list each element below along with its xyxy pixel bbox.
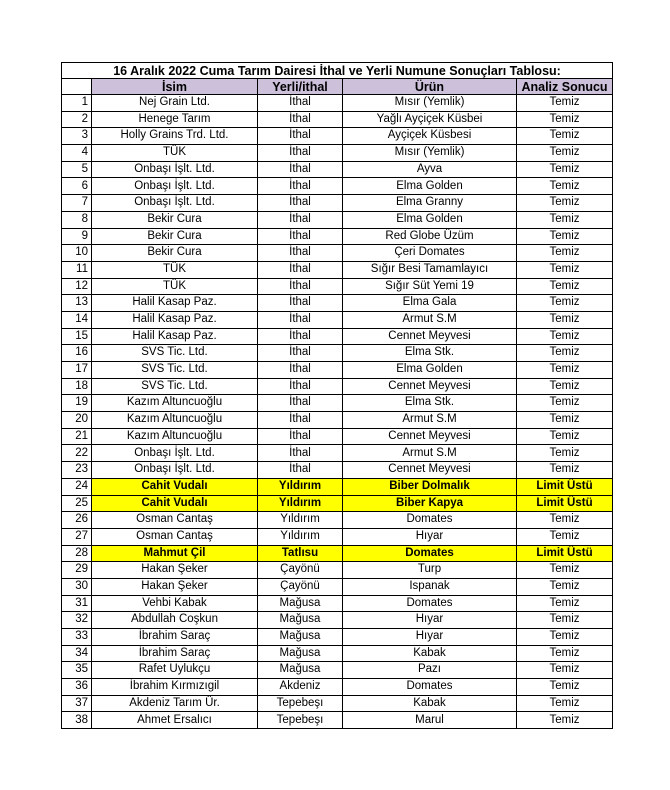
origin-cell: Yıldırım <box>258 528 343 545</box>
name-cell: Bekir Cura <box>92 211 258 228</box>
result-cell: Limit Üstü <box>517 478 613 495</box>
origin-cell: İthal <box>258 95 343 112</box>
row-number-cell: 5 <box>62 161 92 178</box>
row-number-cell: 24 <box>62 478 92 495</box>
product-cell: Mısır (Yemlik) <box>343 95 517 112</box>
table-row <box>62 328 613 345</box>
row-number-cell: 13 <box>62 295 92 312</box>
table-row <box>62 528 613 545</box>
origin-cell: İthal <box>258 412 343 429</box>
row-number-cell: 33 <box>62 629 92 646</box>
name-cell: Osman Cantaş <box>92 528 258 545</box>
table-row <box>62 95 613 112</box>
row-number-cell: 30 <box>62 578 92 595</box>
name-cell: TÜK <box>92 261 258 278</box>
name-cell: Onbaşı İşlt. Ltd. <box>92 178 258 195</box>
table-row <box>62 228 613 245</box>
product-cell: Pazı <box>343 662 517 679</box>
row-number-cell: 35 <box>62 662 92 679</box>
table-row <box>62 178 613 195</box>
product-cell: Domates <box>343 679 517 696</box>
result-cell: Temiz <box>517 211 613 228</box>
name-cell: Holly Grains Trd. Ltd. <box>92 128 258 145</box>
origin-cell: Yıldırım <box>258 495 343 512</box>
name-cell: Nej Grain Ltd. <box>92 95 258 112</box>
table-row <box>62 679 613 696</box>
column-header-analiz-sonucu: Analiz Sonucu <box>517 79 613 95</box>
result-cell: Temiz <box>517 645 613 662</box>
result-cell: Temiz <box>517 128 613 145</box>
row-number-cell: 29 <box>62 562 92 579</box>
result-cell: Temiz <box>517 395 613 412</box>
row-number-cell: 4 <box>62 145 92 162</box>
result-cell: Limit Üstü <box>517 545 613 562</box>
origin-cell: İthal <box>258 211 343 228</box>
name-cell: Henege Tarım <box>92 111 258 128</box>
table-row <box>62 462 613 479</box>
table-row <box>62 145 613 162</box>
name-cell: SVS Tic. Ltd. <box>92 378 258 395</box>
origin-cell: Yıldırım <box>258 478 343 495</box>
product-cell: Armut S.M <box>343 311 517 328</box>
origin-cell: Mağusa <box>258 629 343 646</box>
origin-cell: İthal <box>258 462 343 479</box>
row-number-cell: 15 <box>62 328 92 345</box>
origin-cell: Tatlısu <box>258 545 343 562</box>
product-cell: Hıyar <box>343 528 517 545</box>
result-cell: Temiz <box>517 95 613 112</box>
name-cell: İbrahim Saraç <box>92 629 258 646</box>
row-number-cell: 26 <box>62 512 92 529</box>
product-cell: Marul <box>343 712 517 729</box>
origin-cell: İthal <box>258 428 343 445</box>
origin-cell: Mağusa <box>258 612 343 629</box>
table-row <box>62 311 613 328</box>
table-row <box>62 362 613 379</box>
product-cell: Elma Golden <box>343 362 517 379</box>
name-cell: Hakan Şeker <box>92 578 258 595</box>
product-cell: Kabak <box>343 695 517 712</box>
table-row <box>62 378 613 395</box>
table-row <box>62 612 613 629</box>
result-cell: Temiz <box>517 462 613 479</box>
row-number-cell: 6 <box>62 178 92 195</box>
result-cell: Temiz <box>517 712 613 729</box>
row-number-cell: 37 <box>62 695 92 712</box>
row-number-cell: 27 <box>62 528 92 545</box>
row-number-cell: 3 <box>62 128 92 145</box>
product-cell: Kabak <box>343 645 517 662</box>
origin-cell: Mağusa <box>258 662 343 679</box>
row-number-cell: 31 <box>62 595 92 612</box>
name-cell: Kazım Altuncuoğlu <box>92 412 258 429</box>
product-cell: Elma Gala <box>343 295 517 312</box>
row-number-cell: 22 <box>62 445 92 462</box>
product-cell: Domates <box>343 512 517 529</box>
row-number-cell: 28 <box>62 545 92 562</box>
table-row <box>62 161 613 178</box>
product-cell: Sığır Süt Yemi 19 <box>343 278 517 295</box>
product-cell: Elma Golden <box>343 211 517 228</box>
product-cell: Biber Kapya <box>343 495 517 512</box>
result-cell: Limit Üstü <box>517 495 613 512</box>
name-cell: Halil Kasap Paz. <box>92 295 258 312</box>
table-row <box>62 512 613 529</box>
origin-cell: İthal <box>258 228 343 245</box>
row-number-cell: 16 <box>62 345 92 362</box>
row-number-cell: 17 <box>62 362 92 379</box>
name-cell: İbrahim Saraç <box>92 645 258 662</box>
origin-cell: İthal <box>258 245 343 262</box>
product-cell: Domates <box>343 595 517 612</box>
product-cell: Elma Stk. <box>343 395 517 412</box>
origin-cell: İthal <box>258 261 343 278</box>
row-number-cell: 38 <box>62 712 92 729</box>
origin-cell: İthal <box>258 328 343 345</box>
row-number-cell: 36 <box>62 679 92 696</box>
name-cell: Onbaşı İşlt. Ltd. <box>92 161 258 178</box>
result-cell: Temiz <box>517 512 613 529</box>
product-cell: Domates <box>343 545 517 562</box>
origin-cell: İthal <box>258 178 343 195</box>
result-cell: Temiz <box>517 662 613 679</box>
result-cell: Temiz <box>517 161 613 178</box>
result-cell: Temiz <box>517 261 613 278</box>
result-cell: Temiz <box>517 595 613 612</box>
product-cell: Cennet Meyvesi <box>343 428 517 445</box>
table-row <box>62 662 613 679</box>
name-cell: Akdeniz Tarım Ür. <box>92 695 258 712</box>
table-row <box>62 261 613 278</box>
table-body <box>62 95 613 729</box>
table-row <box>62 111 613 128</box>
name-cell: Vehbi Kabak <box>92 595 258 612</box>
table-row <box>62 445 613 462</box>
row-number-cell: 2 <box>62 111 92 128</box>
table-row <box>62 195 613 212</box>
origin-cell: İthal <box>258 378 343 395</box>
row-number-cell: 7 <box>62 195 92 212</box>
product-cell: Mısır (Yemlik) <box>343 145 517 162</box>
name-cell: Hakan Şeker <box>92 562 258 579</box>
table-row <box>62 495 613 512</box>
name-cell: Halil Kasap Paz. <box>92 311 258 328</box>
name-cell: Ahmet Ersalıcı <box>92 712 258 729</box>
origin-cell: İthal <box>258 195 343 212</box>
origin-cell: İthal <box>258 445 343 462</box>
origin-cell: İthal <box>258 311 343 328</box>
result-cell: Temiz <box>517 412 613 429</box>
name-cell: Abdullah Coşkun <box>92 612 258 629</box>
result-cell: Temiz <box>517 195 613 212</box>
product-cell: Ayçiçek Küsbesi <box>343 128 517 145</box>
name-cell: TÜK <box>92 278 258 295</box>
name-cell: SVS Tic. Ltd. <box>92 345 258 362</box>
name-cell: Onbaşı İşlt. Ltd. <box>92 445 258 462</box>
row-number-cell: 12 <box>62 278 92 295</box>
result-cell: Temiz <box>517 345 613 362</box>
name-cell: İbrahim Kırmızıgil <box>92 679 258 696</box>
product-cell: Elma Granny <box>343 195 517 212</box>
table-row <box>62 211 613 228</box>
result-cell: Temiz <box>517 111 613 128</box>
origin-cell: İthal <box>258 345 343 362</box>
table-row <box>62 245 613 262</box>
row-number-cell: 18 <box>62 378 92 395</box>
origin-cell: İthal <box>258 111 343 128</box>
product-cell: Armut S.M <box>343 412 517 429</box>
table-row <box>62 595 613 612</box>
origin-cell: İthal <box>258 128 343 145</box>
table-row <box>62 712 613 729</box>
product-cell: Cennet Meyvesi <box>343 328 517 345</box>
name-cell: Bekir Cura <box>92 245 258 262</box>
row-number-cell: 32 <box>62 612 92 629</box>
table-row <box>62 412 613 429</box>
result-cell: Temiz <box>517 445 613 462</box>
table-row <box>62 478 613 495</box>
row-number-cell: 10 <box>62 245 92 262</box>
origin-cell: İthal <box>258 278 343 295</box>
results-table <box>61 62 613 729</box>
name-cell: Mahmut Çil <box>92 545 258 562</box>
result-cell: Temiz <box>517 528 613 545</box>
result-cell: Temiz <box>517 228 613 245</box>
table-row <box>62 295 613 312</box>
table-title: 16 Aralık 2022 Cuma Tarım Dairesi İthal ve Yerli Numune Sonuçları Tablosu: <box>62 63 613 79</box>
table-row <box>62 345 613 362</box>
origin-cell: Çayönü <box>258 578 343 595</box>
table-row <box>62 695 613 712</box>
origin-cell: Çayönü <box>258 562 343 579</box>
table-row <box>62 128 613 145</box>
product-cell: Armut S.M <box>343 445 517 462</box>
corner-cell <box>62 79 92 95</box>
row-number-cell: 20 <box>62 412 92 429</box>
row-number-cell: 34 <box>62 645 92 662</box>
title-row <box>62 63 613 79</box>
column-header-urun: Ürün <box>343 79 517 95</box>
result-cell: Temiz <box>517 178 613 195</box>
name-cell: Halil Kasap Paz. <box>92 328 258 345</box>
result-cell: Temiz <box>517 278 613 295</box>
result-cell: Temiz <box>517 578 613 595</box>
origin-cell: İthal <box>258 295 343 312</box>
row-number-cell: 21 <box>62 428 92 445</box>
origin-cell: Tepebeşı <box>258 712 343 729</box>
origin-cell: İthal <box>258 395 343 412</box>
result-cell: Temiz <box>517 245 613 262</box>
row-number-cell: 19 <box>62 395 92 412</box>
table-row <box>62 395 613 412</box>
origin-cell: İthal <box>258 362 343 379</box>
origin-cell: İthal <box>258 161 343 178</box>
product-cell: Elma Stk. <box>343 345 517 362</box>
name-cell: Cahit Vudalı <box>92 495 258 512</box>
result-cell: Temiz <box>517 679 613 696</box>
name-cell: Bekir Cura <box>92 228 258 245</box>
table-row <box>62 428 613 445</box>
origin-cell: Akdeniz <box>258 679 343 696</box>
row-number-cell: 11 <box>62 261 92 278</box>
product-cell: Elma Golden <box>343 178 517 195</box>
result-cell: Temiz <box>517 428 613 445</box>
product-cell: Biber Dolmalık <box>343 478 517 495</box>
result-cell: Temiz <box>517 378 613 395</box>
origin-cell: İthal <box>258 145 343 162</box>
name-cell: Cahit Vudalı <box>92 478 258 495</box>
table-row <box>62 578 613 595</box>
product-cell: Turp <box>343 562 517 579</box>
name-cell: TÜK <box>92 145 258 162</box>
product-cell: Hıyar <box>343 629 517 646</box>
result-cell: Temiz <box>517 311 613 328</box>
result-cell: Temiz <box>517 328 613 345</box>
origin-cell: Yıldırım <box>258 512 343 529</box>
product-cell: Cennet Meyvesi <box>343 378 517 395</box>
row-number-cell: 9 <box>62 228 92 245</box>
result-cell: Temiz <box>517 562 613 579</box>
result-cell: Temiz <box>517 145 613 162</box>
row-number-cell: 23 <box>62 462 92 479</box>
header-row <box>62 79 613 95</box>
product-cell: Sığır Besi Tamamlayıcı <box>343 261 517 278</box>
row-number-cell: 8 <box>62 211 92 228</box>
name-cell: Rafet Uylukçu <box>92 662 258 679</box>
product-cell: Hıyar <box>343 612 517 629</box>
result-cell: Temiz <box>517 629 613 646</box>
result-cell: Temiz <box>517 295 613 312</box>
name-cell: Onbaşı İşlt. Ltd. <box>92 195 258 212</box>
product-cell: Red Globe Üzüm <box>343 228 517 245</box>
origin-cell: Tepebeşı <box>258 695 343 712</box>
result-cell: Temiz <box>517 362 613 379</box>
result-cell: Temiz <box>517 612 613 629</box>
row-number-cell: 14 <box>62 311 92 328</box>
product-cell: Ispanak <box>343 578 517 595</box>
product-cell: Cennet Meyvesi <box>343 462 517 479</box>
table-row <box>62 562 613 579</box>
name-cell: Osman Cantaş <box>92 512 258 529</box>
product-cell: Çeri Domates <box>343 245 517 262</box>
table-row <box>62 645 613 662</box>
product-cell: Ayva <box>343 161 517 178</box>
result-cell: Temiz <box>517 695 613 712</box>
column-header-yerli-ithal: Yerli/ithal <box>258 79 343 95</box>
row-number-cell: 25 <box>62 495 92 512</box>
origin-cell: Mağusa <box>258 595 343 612</box>
product-cell: Yağlı Ayçiçek Küsbei <box>343 111 517 128</box>
row-number-cell: 1 <box>62 95 92 112</box>
name-cell: Onbaşı İşlt. Ltd. <box>92 462 258 479</box>
origin-cell: Mağusa <box>258 645 343 662</box>
name-cell: Kazım Altuncuoğlu <box>92 395 258 412</box>
table-row <box>62 629 613 646</box>
name-cell: Kazım Altuncuoğlu <box>92 428 258 445</box>
name-cell: SVS Tic. Ltd. <box>92 362 258 379</box>
table-row <box>62 545 613 562</box>
table-row <box>62 278 613 295</box>
column-header-isim: İsim <box>92 79 258 95</box>
